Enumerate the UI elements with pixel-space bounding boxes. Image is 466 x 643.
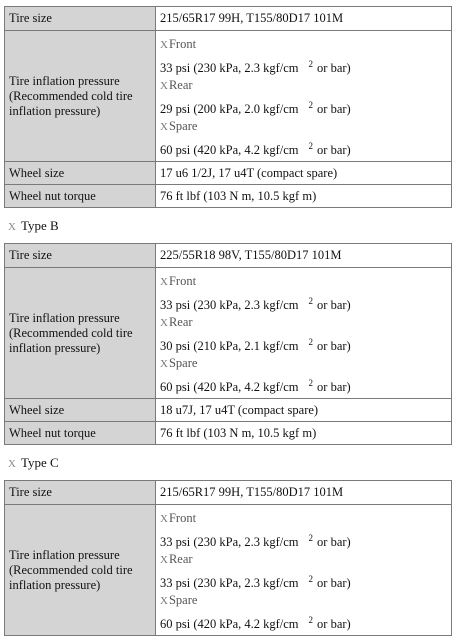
wheel-size-label: Wheel size [5,162,156,185]
tire-size-value: 225/55R18 98V, T155/80D17 101M [156,244,452,268]
table-row [5,505,452,636]
table-row [5,268,452,399]
pressure-values [156,268,452,399]
spare-pressure: 60 psi (420 kPa, 4.2 kgf/cm $^2$ or bar) [160,378,351,394]
pressure-values [156,31,452,162]
nut-torque-label: Wheel nut torque [5,185,156,208]
table-row [5,481,452,505]
marker: X [160,554,168,566]
spare-pressure: 60 psi (420 kPa, 4.2 kgf/cm $^2$ or bar) [160,141,351,157]
rear-pressure: 33 psi (230 kPa, 2.3 kgf/cm $^2$ or bar) [160,574,351,590]
pressure-label: Tire inflation pressure (Recommended cold tire inflation pressure) [5,505,156,636]
table-row [5,7,452,31]
tire-size-label: Tire size [5,7,156,31]
rear-pressure: 29 psi (200 kPa, 2.0 kgf/cm $^2$ or bar) [160,100,351,116]
front-pressure: 33 psi (230 kPa, 2.3 kgf/cm $^2$ or bar) [160,59,351,75]
table-row [5,185,452,208]
table-row [5,422,452,445]
pressure-label: Tire inflation pressure (Recommended cold tire inflation pressure) [5,31,156,162]
spare-heading: XSpare [160,356,198,370]
tire-size-label: Tire size [5,244,156,268]
pressure-values [156,505,452,636]
nut-torque-value: 76 ft lbf (103 N m, 10.5 kgf m) [156,422,452,445]
wheel-size-label: Wheel size [5,399,156,422]
marker: X [160,358,168,370]
table-row [5,399,452,422]
front-heading: XFront [160,37,197,51]
rear-pressure: 30 psi (210 kPa, 2.1 kgf/cm $^2$ or bar) [160,337,351,353]
wheel-size-value: 17 u6 1/2J, 17 u4T (compact spare) [156,162,452,185]
spec-table-c [4,480,452,636]
table-row [5,31,452,162]
spec-page [4,6,452,636]
type-c-heading: X Type C [8,455,59,470]
marker: X [160,595,168,607]
rear-heading: XRear [160,78,193,92]
marker: X [160,121,168,133]
rear-heading: XRear [160,552,193,566]
marker: X [160,317,168,329]
nut-torque-value: 76 ft lbf (103 N m, 10.5 kgf m) [156,185,452,208]
tire-size-label: Tire size [5,481,156,505]
front-heading: XFront [160,274,197,288]
tire-size-value: 215/65R17 99H, T155/80D17 101M [156,7,452,31]
front-pressure: 33 psi (230 kPa, 2.3 kgf/cm $^2$ or bar) [160,296,351,312]
marker: X [160,276,168,288]
table-row [5,244,452,268]
nut-torque-label: Wheel nut torque [5,422,156,445]
spare-heading: XSpare [160,593,198,607]
tire-size-value: 215/65R17 99H, T155/80D17 101M [156,481,452,505]
table-row [5,162,452,185]
marker: X [160,80,168,92]
rear-heading: XRear [160,315,193,329]
spec-table-b [4,243,452,445]
spare-heading: XSpare [160,119,198,133]
marker: X [160,39,168,51]
marker: X [8,458,16,470]
spare-pressure: 60 psi (420 kPa, 4.2 kgf/cm $^2$ or bar) [160,615,351,631]
pressure-label: Tire inflation pressure (Recommended cold tire inflation pressure) [5,268,156,399]
type-b-heading: X Type B [8,218,59,233]
front-pressure: 33 psi (230 kPa, 2.3 kgf/cm $^2$ or bar) [160,533,351,549]
front-heading: XFront [160,511,197,525]
marker: X [160,513,168,525]
spec-table-a [4,6,452,208]
marker: X [8,221,16,233]
wheel-size-value: 18 u7J, 17 u4T (compact spare) [156,399,452,422]
